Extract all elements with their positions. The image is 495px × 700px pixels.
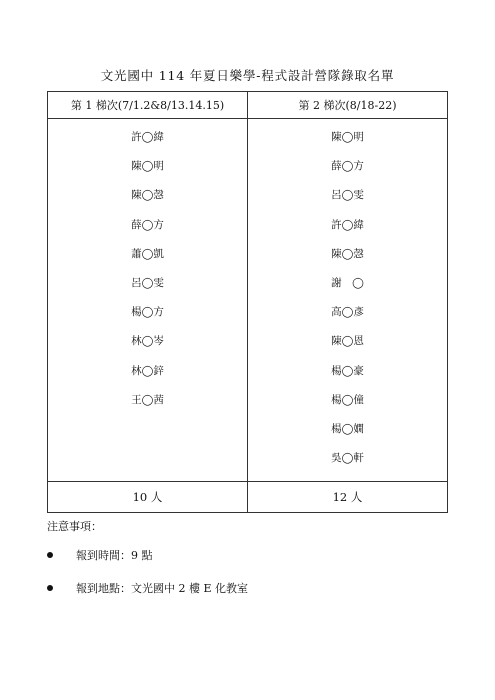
notes-heading: 注意事項： <box>47 520 102 533</box>
list-item: 楊◯豪 <box>331 364 364 377</box>
list-item: 陳◯愨 <box>331 247 364 260</box>
batch-2-names <box>248 119 448 482</box>
list-item: 楊◯嫺 <box>331 422 364 435</box>
list-item: 林◯鋅 <box>131 364 164 377</box>
list-item: 陳◯愨 <box>131 189 164 202</box>
batch-1-names <box>48 119 248 482</box>
list-item: 薛◯方 <box>131 218 164 231</box>
list-item: 高◯彥 <box>331 306 364 319</box>
table-header-row <box>48 92 448 119</box>
list-item: 呂◯雯 <box>131 276 164 289</box>
list-item: 陳◯明 <box>331 131 364 143</box>
list-item: 蕭◯凱 <box>131 247 164 260</box>
list-item: 謝 ◯ <box>331 276 364 289</box>
bullet-icon <box>47 585 53 591</box>
list-item: 陳◯明 <box>131 160 164 173</box>
list-item: 王◯茜 <box>131 393 164 406</box>
page-title: 文光國中 114 年夏日樂學-程式設計營隊錄取名單 <box>100 68 395 83</box>
note-item-checkin-time <box>47 547 153 563</box>
batch-1-total: 10 人 <box>48 482 248 513</box>
list-item: 許◯緯 <box>331 218 364 231</box>
note-item-checkin-location <box>47 580 248 596</box>
list-item: 呂◯雯 <box>331 189 364 202</box>
table-total-row <box>48 482 448 513</box>
list-item: 林◯岑 <box>131 335 164 348</box>
list-item: 陳◯恩 <box>331 335 364 348</box>
roster-table <box>47 91 448 513</box>
header-batch-2: 第 2 梯次(8/18-22) <box>248 92 448 119</box>
list-item: 許◯緯 <box>131 131 164 143</box>
note-text: 報到時間：9 點 <box>76 549 153 562</box>
table-names-row <box>48 119 448 482</box>
batch-2-total: 12 人 <box>248 482 448 513</box>
list-item: 楊◯方 <box>131 306 164 319</box>
note-text: 報到地點：文光國中 2 樓 E 化教室 <box>76 582 249 595</box>
list-item: 薛◯方 <box>331 160 364 173</box>
list-item: 吳◯軒 <box>331 452 364 465</box>
bullet-icon <box>47 552 53 558</box>
header-batch-1: 第 1 梯次(7/1.2&8/13.14.15) <box>48 92 248 119</box>
list-item: 楊◯僮 <box>331 393 364 406</box>
